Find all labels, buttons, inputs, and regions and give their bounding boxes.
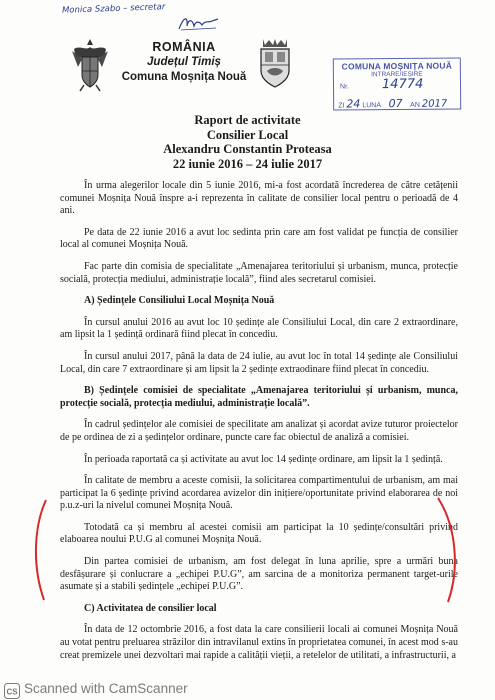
- registration-stamp: [333, 57, 461, 110]
- stamp-year-label: AN: [410, 101, 420, 109]
- stamp-month: 07: [388, 96, 403, 111]
- section-c-heading: C) Activitatea de consilier local: [84, 602, 217, 614]
- stamp-day: 24: [346, 97, 361, 111]
- country-name: ROMÂNIA: [152, 40, 216, 54]
- stamp-nr-value: 14774: [381, 76, 424, 93]
- red-annotation-brackets: [28, 496, 488, 606]
- commune-coat-of-arms-icon: [255, 37, 295, 89]
- paragraph-4: În cursul anului 2016 au avut loc 10 ședințe ale Consiliului Local, din care 2 extraordinare, am lipsit la 1 ședință ordinară fiind plecat în concediu.: [60, 316, 458, 341]
- section-b-heading: B) Ședințele comisiei de specialitate „Amenajarea teritoriului și urbanism, munca, protecție socială, protecția mediului, administrație locală”.: [60, 385, 458, 409]
- title-line-2: Consilier Local: [206, 127, 289, 142]
- stamp-title: COMUNA MOȘNIȚA NOUĂ: [341, 60, 453, 72]
- stamp-nr-label: Nr.: [339, 83, 350, 91]
- paragraph-2: Pe data de 22 iunie 2016 a avut loc sedinta prin care am fost validat pe funcția de consilier local al comunei Moșnița Nouă.: [60, 226, 458, 251]
- paragraph-8: În calitate de membru a aceste comisii, la solicitarea compartimentului de urbanism, am mai participat la 6 ședințe privind acordarea avizelor din inițiere/oportunitate privind elaborarea de noi p.u.z-uri la nivelul comunei Moșnița Nouă.: [60, 475, 458, 512]
- signature: [176, 14, 220, 34]
- paragraph-3: Fac parte din comisia de specialitate „Amenajarea teritoriului și urbanism, munca, protecție socială, protecția mediului, administrație locală”, fiind ales secretarul comisiei.: [60, 260, 458, 285]
- stamp-month-label: LUNA: [362, 102, 381, 110]
- commune-name: Comuna Moșnița Nouă: [121, 71, 247, 83]
- title-line-4: 22 iunie 2016 – 24 iulie 2017: [172, 156, 323, 171]
- paragraph-6: În cadrul ședințelor ale comisiei de specilitate am analizat și acordat avize tuturor proiectelor de pe ordinea de zi a ședințelor ordinare, puncte care fac obiectul de analiză a comisiei.: [60, 419, 458, 443]
- paragraph-9: Totodată ca și membru al acestei comisii am participat la 10 ședințe/consultări privind elaboarea noului P.U.G al comunei Moșnița Nouă.: [60, 521, 458, 546]
- paragraph-5: În cursul anului 2017, până la data de 24 iulie, au avut loc în total 14 ședințe ale Consiliului Local, din care 7 extraordinare și am lipsit la 2 ședințe extraodinare fiind plecat în concediu.: [60, 350, 458, 375]
- institution-heading: [115, 40, 253, 85]
- report-title: [0, 113, 495, 171]
- section-a-heading: A) Ședințele Consiliului Local Moșnița Nouă: [84, 295, 275, 307]
- romania-coat-of-arms-icon: [70, 37, 110, 93]
- title-line-3: Alexandru Constantin Proteasa: [163, 142, 332, 156]
- paragraph-7: În perioada raportată ca și activitate au avut loc 14 ședințe ordinare, am lipsit la 1 ședință.: [84, 453, 443, 465]
- camscanner-watermark: Scanned with CamScanner: [24, 681, 188, 696]
- camscanner-logo-text: CS: [6, 687, 18, 697]
- stamp-subtitle: INTRARE/IEȘIRE: [371, 70, 423, 79]
- camscanner-logo-icon: [4, 683, 20, 699]
- stamp-year: 2017: [421, 98, 448, 110]
- stamp-day-prefix: ZI: [338, 102, 345, 110]
- county-name: Județul Timiș: [147, 56, 221, 68]
- paragraph-10: Din partea comisiei de urbanism, am fost delegat în luna aprilie, spre a urmări buna desfășurare și conlucrare a „echipei P.U.G”, am sarcina de a monitoriza permanent target-urile asumate și a stabili ședințele „echipei P.U.G”.: [60, 556, 458, 593]
- paragraph-1: În urma alegerilor locale din 5 iunie 2016, mi-a fost acordată încrederea de către cetățenii comunei Moșnița Nouă înspre a-i reprezenta în calitate de consilier local pentru o perioadă de 4 ani.: [60, 180, 458, 217]
- stamp-date-row: [338, 97, 447, 111]
- title-line-1: Raport de activitate: [194, 113, 301, 127]
- handwritten-note: Monica Szabo – secretar: [61, 2, 166, 16]
- paragraph-11: În data de 12 octombrie 2016, a fost data la care consilierii locali ai comunei Moșnița Nouă au votat pentru preluarea străzilor din intravilanul extins în proprietatea comunei, în acest mod s-au creat premizele unei dezvoltari mai rapide a calității vieții, a retelelor de utilitati, a infrastructurii, a: [60, 624, 458, 661]
